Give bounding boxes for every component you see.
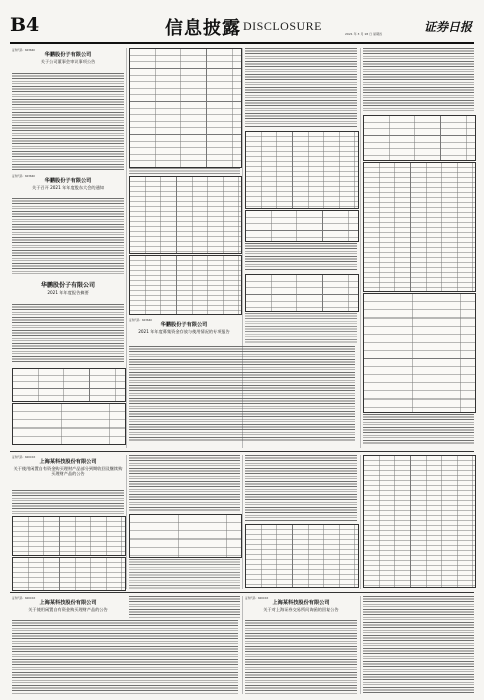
column-divider [126,48,127,448]
body-text [245,48,357,128]
notice-title: 关于对上海证券交易所问询函的回复公告 [263,607,339,612]
column-divider [360,596,361,694]
column-divider [242,455,243,589]
column-divider [126,455,127,589]
body-text [129,559,240,589]
data-table [363,162,476,292]
data-table [129,176,242,254]
notice-header [12,455,124,489]
body-text [363,596,474,694]
notice-company: 华鹏股份子有限公司 [44,52,92,58]
column-divider [360,455,361,589]
notice-company: 上海某科技股份有限公司 [272,600,330,606]
notice-title: 2021 年年度报告摘要 [47,290,89,295]
body-text [129,168,240,174]
body-text [12,620,238,694]
section-title-en: DISCLOSURE [243,19,323,33]
body-text [245,455,357,521]
body-text [12,304,124,364]
notice-title: 关于公司董事会审议事项公告 [40,59,96,64]
stock-code: 证券代码：600XXX [245,597,269,600]
data-table [12,516,126,556]
data-table [363,115,476,161]
data-table [363,293,476,413]
masthead-rule [10,42,474,44]
section-title: 信息披露 [165,18,241,39]
notice-header [12,596,124,618]
column-divider [360,48,361,448]
notice-company: 上海某科技股份有限公司 [39,459,97,465]
section-divider [10,451,474,452]
body-text [129,455,240,511]
data-table [129,48,242,168]
column-divider [242,596,243,694]
data-table [245,210,359,242]
body-text [245,313,357,343]
notice-header [129,318,239,342]
notice-title: 关于召开 2021 年年度股东大会的通知 [32,185,104,190]
notice-company: 华鹏股份子有限公司 [160,322,208,328]
notice-header [245,596,357,618]
body-text [12,490,124,514]
masthead [0,0,484,44]
data-table [12,557,126,591]
stock-code: 证券代码：600XXX [12,456,36,459]
notice-title: 2021 年年度募集资金存放与使用情况的专项报告 [138,329,230,334]
page-number: B4 [10,14,40,36]
data-table [245,524,359,588]
stock-code: 证券代码：603660 [129,319,152,322]
notice-header [12,48,124,72]
notice-company: 华鹏股份子有限公司 [40,282,95,289]
body-text [363,48,474,112]
section-divider [10,592,474,593]
data-table [12,368,126,402]
body-text [363,414,474,444]
stock-code: 证券代码：600XXX [12,597,36,600]
data-table [245,131,359,209]
data-table [363,455,476,588]
body-text [12,198,124,276]
notice-title: 关于使用闲置自有资金购买理财产品部分到期收回及继续购买理财产品的公告 [13,466,123,476]
body-text [12,73,124,171]
notice-title: 关于使用闲置自有资金购买理财产品的公告 [28,607,108,612]
stock-code: 证券代码：603660 [12,49,35,52]
newspaper-logo: 证券日报 [424,20,473,34]
issue-date: 2021 年 3 月 18 日 星期四 [345,32,383,36]
body-text [129,346,355,442]
data-table [12,403,126,445]
data-table [245,274,359,312]
notice-company: 华鹏股份子有限公司 [44,178,92,184]
notice-header [12,174,124,196]
stock-code: 证券代码：603660 [12,175,35,178]
body-text [245,620,357,694]
notice-company: 上海某科技股份有限公司 [39,600,97,606]
notice-header [12,281,124,303]
body-text [245,243,357,271]
data-table [129,255,242,315]
data-table [129,514,242,558]
body-text [129,596,240,618]
